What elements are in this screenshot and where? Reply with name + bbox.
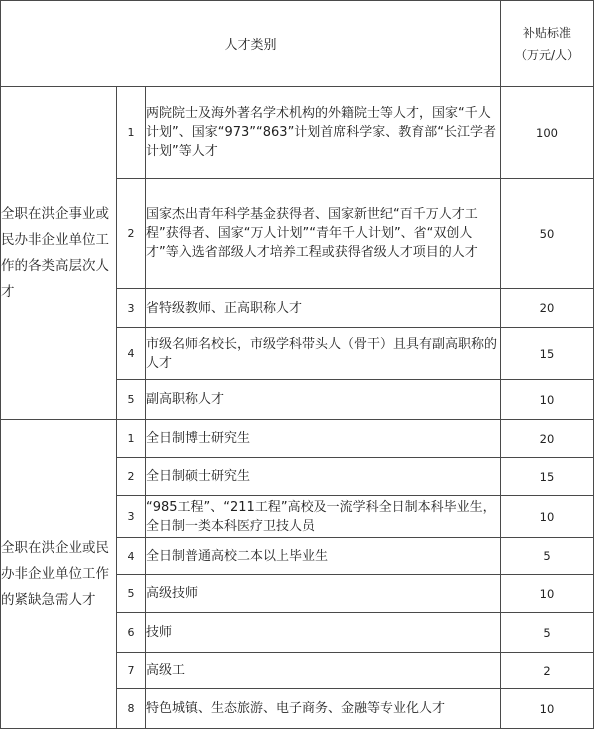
- row-description: 全日制硕士研究生: [146, 458, 501, 496]
- row-subsidy-value: 10: [501, 496, 594, 538]
- row-description: 省特级教师、正高职称人才: [146, 289, 501, 328]
- row-subsidy-value: 5: [501, 613, 594, 653]
- row-description: 市级名师名校长，市级学科带头人（骨干）且具有副高职称的人才: [146, 328, 501, 380]
- row-description: 两院院士及海外著名学术机构的外籍院士等人才，国家“千人计划”、国家“973”“863”计划首席科学家、教育部“长江学者计划”等人才: [146, 87, 501, 179]
- row-subsidy-value: 10: [501, 380, 594, 420]
- row-number: 3: [117, 289, 146, 328]
- row-number: 8: [117, 689, 146, 729]
- row-description: 全日制普通高校二本以上毕业生: [146, 538, 501, 575]
- table-row: [1, 420, 594, 458]
- row-description: 高级工: [146, 653, 501, 689]
- row-number: 4: [117, 538, 146, 575]
- row-number: 5: [117, 575, 146, 613]
- row-subsidy-value: 5: [501, 538, 594, 575]
- row-number: 4: [117, 328, 146, 380]
- row-number: 5: [117, 380, 146, 420]
- row-subsidy-value: 20: [501, 289, 594, 328]
- row-description: 技师: [146, 613, 501, 653]
- row-subsidy-value: 50: [501, 179, 594, 289]
- row-subsidy-value: 2: [501, 653, 594, 689]
- row-subsidy-value: 15: [501, 328, 594, 380]
- row-subsidy-value: 10: [501, 575, 594, 613]
- row-number: 2: [117, 458, 146, 496]
- row-description: “985工程”、“211工程”高校及一流学科全日制本科毕业生，全日制一类本科医疗卫技人员: [146, 496, 501, 538]
- row-description: 全日制博士研究生: [146, 420, 501, 458]
- header-standard-line2: （万元/人）: [514, 47, 580, 62]
- row-subsidy-value: 10: [501, 689, 594, 729]
- table-row: [1, 87, 594, 179]
- header-subsidy-standard: [501, 1, 594, 87]
- row-description: 高级技师: [146, 575, 501, 613]
- row-number: 2: [117, 179, 146, 289]
- row-number: 3: [117, 496, 146, 538]
- row-number: 1: [117, 420, 146, 458]
- group-label-urgent-talent: 全职在洪企业或民办非企业单位工作的紧缺急需人才: [1, 420, 117, 729]
- row-subsidy-value: 15: [501, 458, 594, 496]
- row-number: 7: [117, 653, 146, 689]
- row-number: 1: [117, 87, 146, 179]
- header-standard-line1: 补贴标准: [522, 25, 571, 40]
- row-number: 6: [117, 613, 146, 653]
- group-label-high-level-talent: 全职在洪企事业或民办非企业单位工作的各类高层次人才: [1, 87, 117, 420]
- row-subsidy-value: 20: [501, 420, 594, 458]
- row-description: 副高职称人才: [146, 380, 501, 420]
- row-description: 国家杰出青年科学基金获得者、国家新世纪“百千万人才工程”获得者、国家“万人计划”“青年千人计划”、省“双创人才”等入选省部级人才培养工程或获得省级人才项目的人才: [146, 179, 501, 289]
- row-description: 特色城镇、生态旅游、电子商务、金融等专业化人才: [146, 689, 501, 729]
- row-subsidy-value: 100: [501, 87, 594, 179]
- header-talent-category: 人才类别: [1, 1, 501, 87]
- header-row: [1, 1, 594, 87]
